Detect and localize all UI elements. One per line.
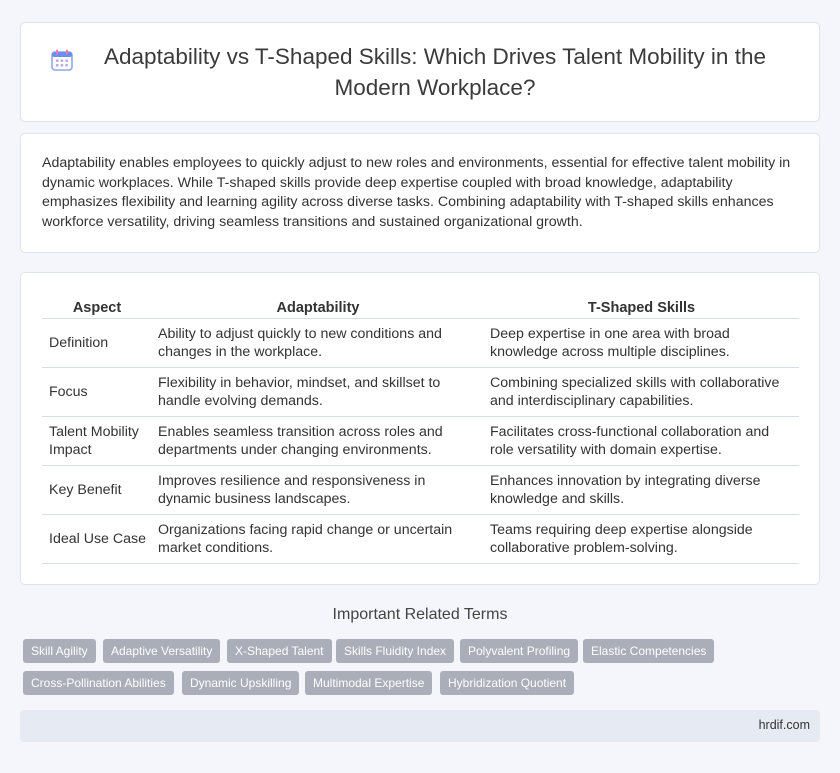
table-header-row xyxy=(42,295,799,319)
related-tag[interactable]: Skills Fluidity Index xyxy=(336,639,454,663)
related-tag[interactable]: Hybridization Quotient xyxy=(440,671,574,695)
row-adaptability: Flexibility in behavior, mindset, and skillset to handle evolving demands. xyxy=(152,368,484,417)
related-tag[interactable]: Adaptive Versatility xyxy=(103,639,220,663)
related-tag[interactable]: Multimodal Expertise xyxy=(305,671,432,695)
row-aspect: Talent Mobility Impact xyxy=(42,417,152,466)
row-aspect: Key Benefit xyxy=(42,466,152,515)
header-aspect: Aspect xyxy=(42,295,152,319)
row-t-shaped: Teams requiring deep expertise alongside collaborative problem-solving. xyxy=(484,515,799,564)
row-adaptability: Improves resilience and responsiveness in dynamic business landscapes. xyxy=(152,466,484,515)
title-card xyxy=(20,22,820,122)
related-tag[interactable]: X-Shaped Talent xyxy=(227,639,332,663)
row-aspect: Focus xyxy=(42,368,152,417)
row-adaptability: Enables seamless transition across roles and departments under changing environments. xyxy=(152,417,484,466)
table-row xyxy=(42,417,799,466)
related-tag[interactable]: Cross-Pollination Abilities xyxy=(23,671,174,695)
related-tag[interactable]: Skill Agility xyxy=(23,639,96,663)
table-row xyxy=(42,368,799,417)
header-adaptability: Adaptability xyxy=(152,295,484,319)
related-tag[interactable]: Dynamic Upskilling xyxy=(182,671,299,695)
comparison-table-card xyxy=(20,272,820,585)
row-t-shaped: Enhances innovation by integrating diverse knowledge and skills. xyxy=(484,466,799,515)
footer-bar xyxy=(20,710,820,742)
row-adaptability: Organizations facing rapid change or uncertain market conditions. xyxy=(152,515,484,564)
intro-paragraph: Adaptability enables employees to quickly adjust to new roles and environments, essential for effective talent mobility in dynamic workplaces. While T-shaped skills provide deep expertise coupled with broad knowledge, adaptability emphasizes flexibility and learning agility across diverse tasks. Combining adaptability with T-shaped skills enhances workforce versatility, driving seamless transitions and sustained organizational growth. xyxy=(42,155,791,230)
footer-site-link[interactable]: hrdif.com xyxy=(758,718,810,732)
page-title: Adaptability vs T-Shaped Skills: Which Drives Talent Mobility in the Modern Workplace? xyxy=(104,44,766,100)
row-t-shaped: Combining specialized skills with collaborative and interdisciplinary capabilities. xyxy=(484,368,799,417)
table-row xyxy=(42,515,799,564)
row-t-shaped: Deep expertise in one area with broad knowledge across multiple disciplines. xyxy=(484,319,799,368)
related-tag[interactable]: Polyvalent Profiling xyxy=(460,639,578,663)
comparison-table xyxy=(42,295,799,564)
row-t-shaped: Facilitates cross-functional collaboration and role versatility with domain expertise. xyxy=(484,417,799,466)
row-aspect: Definition xyxy=(42,319,152,368)
table-row xyxy=(42,466,799,515)
row-adaptability: Ability to adjust quickly to new conditions and changes in the workplace. xyxy=(152,319,484,368)
row-aspect: Ideal Use Case xyxy=(42,515,152,564)
table-row xyxy=(42,319,799,368)
related-terms-title: Important Related Terms xyxy=(332,606,508,623)
related-tag[interactable]: Elastic Competencies xyxy=(583,639,714,663)
intro-card xyxy=(20,133,820,253)
header-t-shaped: T-Shaped Skills xyxy=(484,295,799,319)
